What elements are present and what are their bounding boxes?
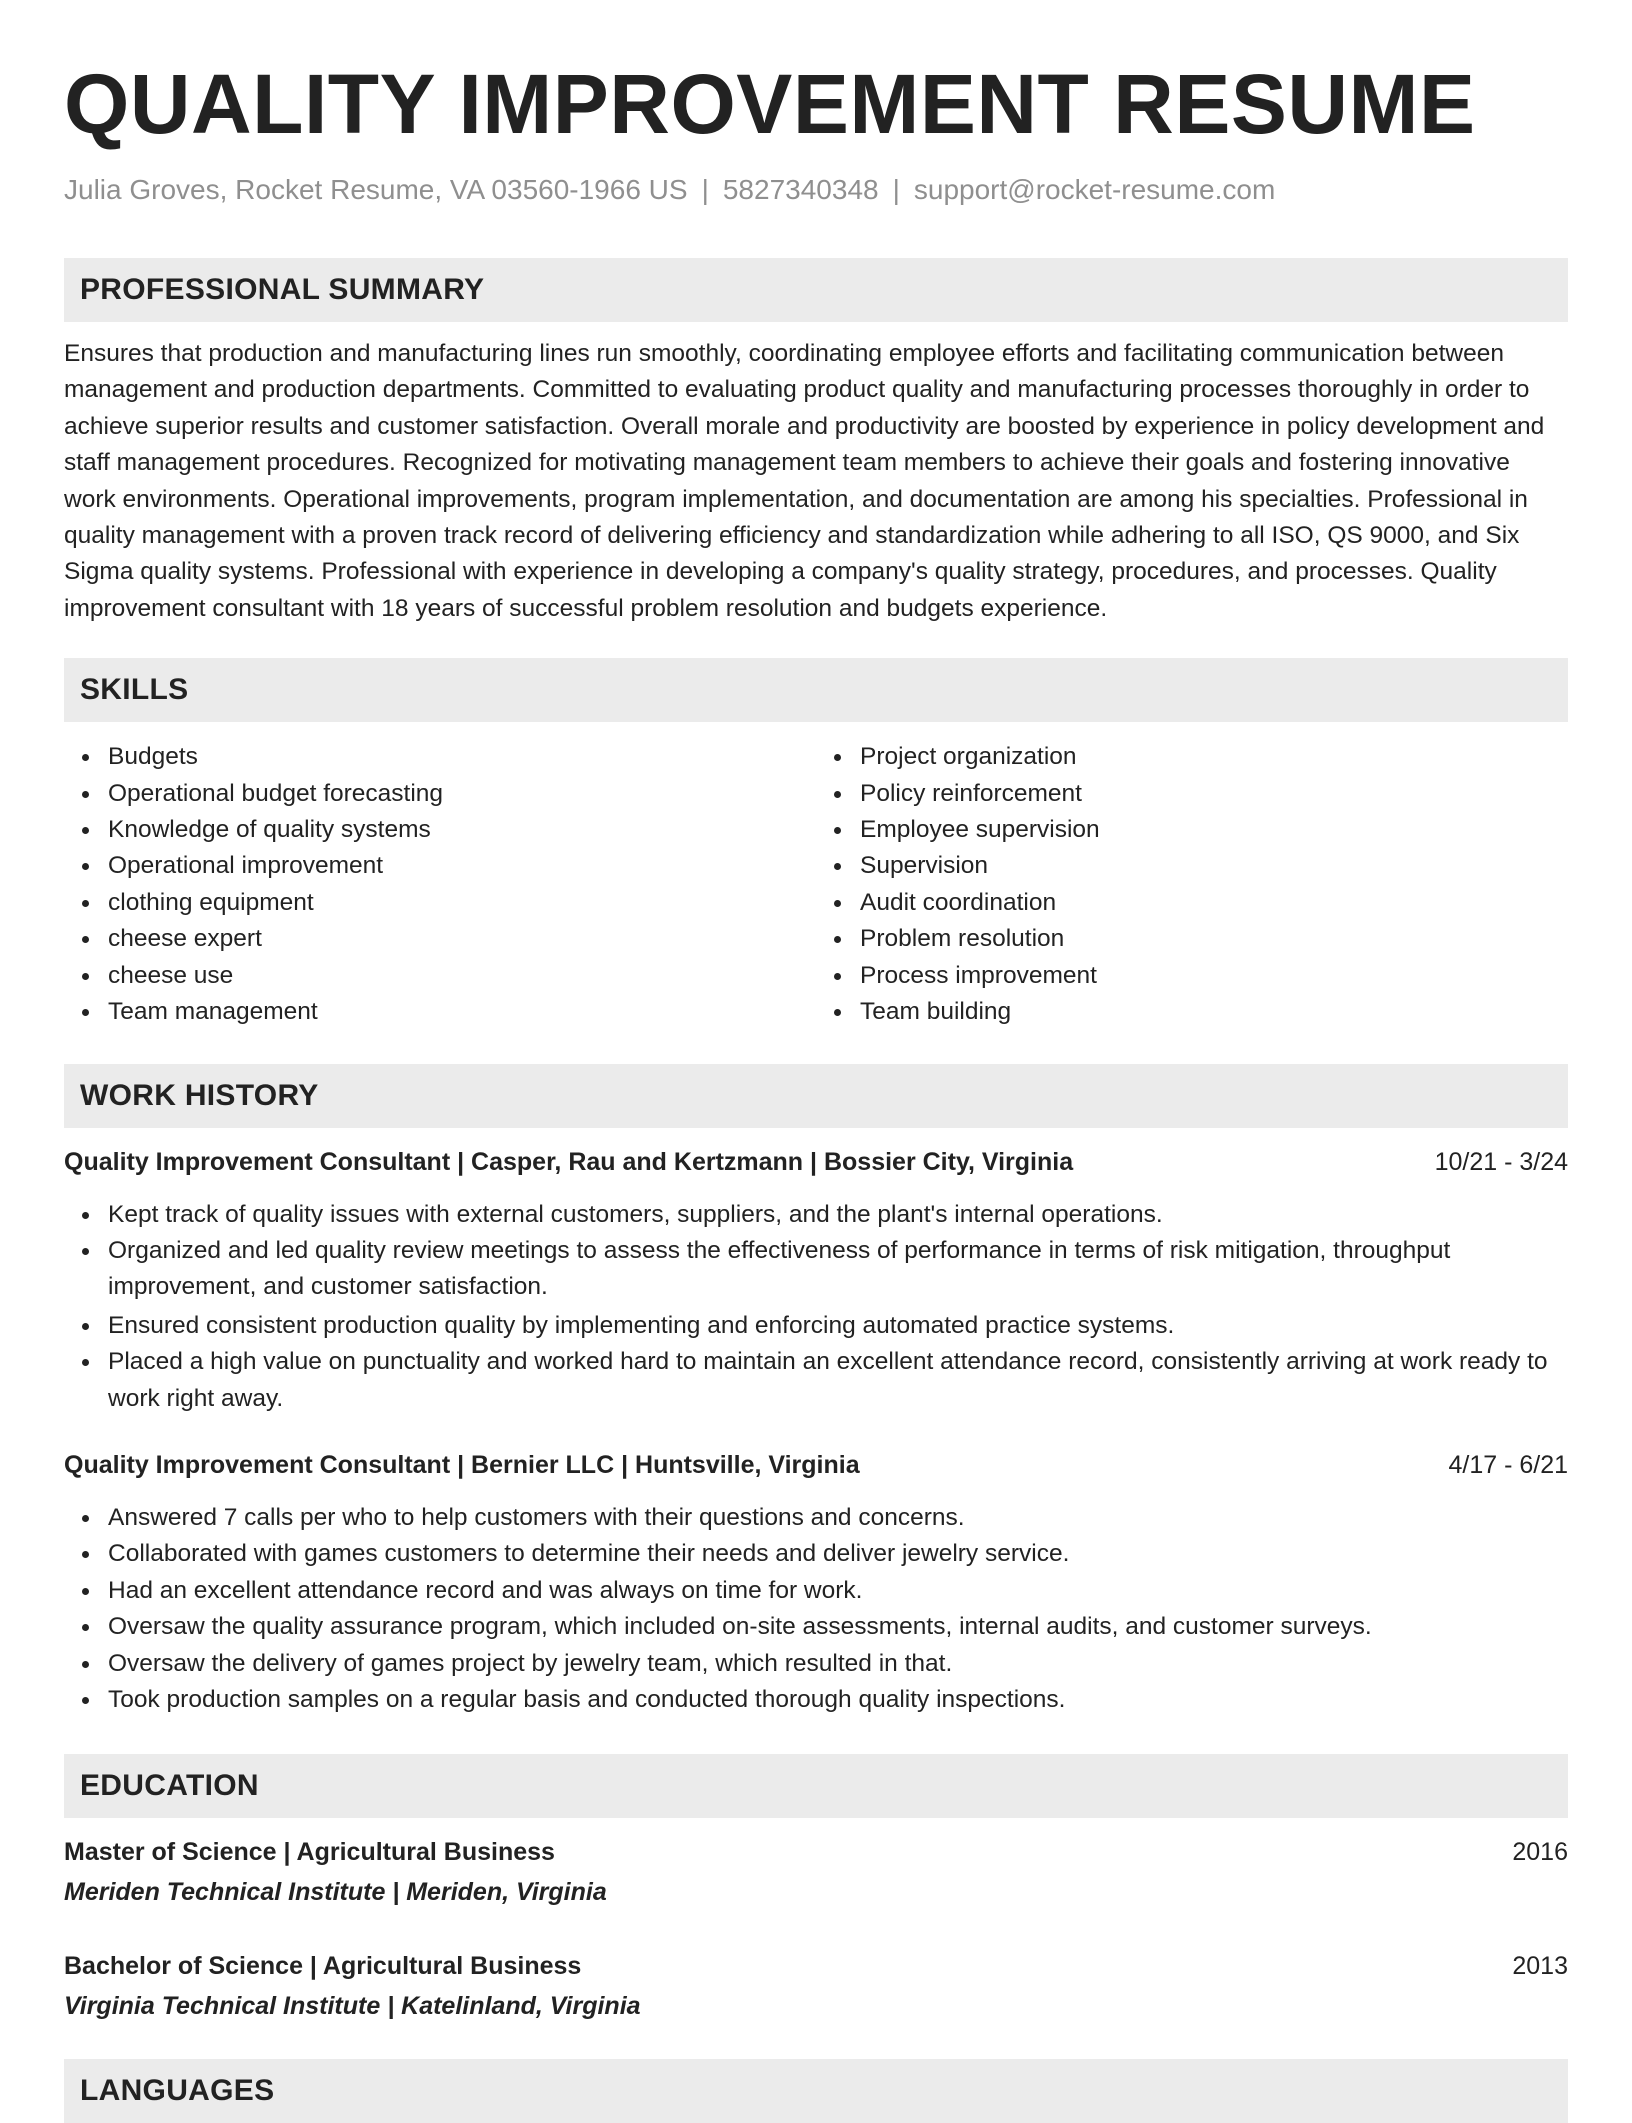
skill-item: Process improvement	[860, 958, 1568, 994]
job-title: Quality Improvement Consultant | Bernier LLC | Huntsville, Virginia	[64, 1450, 860, 1479]
resume-title: QUALITY IMPROVEMENT RESUME	[64, 57, 1476, 151]
job-entry	[64, 1448, 1568, 1718]
skill-item: Policy reinforcement	[860, 776, 1568, 812]
skill-item: Problem resolution	[860, 921, 1568, 957]
section-title: WORK HISTORY	[80, 1078, 319, 1112]
section-header-skills	[64, 658, 1568, 722]
education-entry	[64, 1835, 1568, 1909]
education-degree: Master of Science | Agricultural Business	[64, 1838, 555, 1867]
skills-column-left	[64, 739, 816, 1030]
job-bullet: Answered 7 calls per who to help customers with their questions and concerns.	[108, 1500, 1568, 1536]
education-school: Virginia Technical Institute | Katelinland, Virginia	[64, 1992, 641, 2021]
skill-item: cheese use	[108, 958, 816, 994]
education-school: Meriden Technical Institute | Meriden, Virginia	[64, 1878, 607, 1907]
section-header-work-history	[64, 1064, 1568, 1128]
skill-item: Project organization	[860, 739, 1568, 775]
job-dates: 10/21 - 3/24	[1434, 1147, 1568, 1176]
skill-item: Knowledge of quality systems	[108, 812, 816, 848]
education-degree: Bachelor of Science | Agricultural Business	[64, 1952, 582, 1981]
skills-grid	[64, 739, 1568, 1030]
job-header	[64, 1145, 1568, 1179]
education-header	[64, 1949, 1568, 1983]
job-title: Quality Improvement Consultant | Casper, Rau and Kertzmann | Bossier City, Virginia	[64, 1147, 1074, 1176]
job-bullet: Kept track of quality issues with external customers, suppliers, and the plant's internal operations.	[108, 1197, 1568, 1233]
section-header-education	[64, 1754, 1568, 1818]
skill-item: Operational improvement	[108, 848, 816, 884]
skills-column-right	[816, 739, 1568, 1030]
job-bullet: Oversaw the quality assurance program, which included on-site assessments, internal audits, and customer surveys.	[108, 1609, 1568, 1645]
skill-item: Employee supervision	[860, 812, 1568, 848]
contact-address: Julia Groves, Rocket Resume, VA 03560-1966 US	[64, 174, 688, 205]
section-title: EDUCATION	[80, 1769, 259, 1803]
section-title: PROFESSIONAL SUMMARY	[80, 273, 485, 306]
job-bullets	[64, 1197, 1568, 1417]
job-bullets	[64, 1500, 1568, 1718]
job-bullet: Had an excellent attendance record and was always on time for work.	[108, 1573, 1568, 1609]
education-entry	[64, 1949, 1568, 2023]
skill-item: Team building	[860, 994, 1568, 1030]
job-bullet: Took production samples on a regular basis and conducted thorough quality inspections.	[108, 1682, 1568, 1718]
job-bullet: Oversaw the delivery of games project by jewelry team, which resulted in that.	[108, 1646, 1568, 1682]
education-header	[64, 1835, 1568, 1869]
section-title: SKILLS	[80, 673, 189, 707]
contact-separator: |	[701, 174, 709, 205]
section-header-languages	[64, 2059, 1568, 2123]
job-dates: 4/17 - 6/21	[1448, 1450, 1568, 1479]
contact-email: support@rocket-resume.com	[913, 174, 1276, 205]
job-bullet: Ensured consistent production quality by implementing and enforcing automated practice systems.	[108, 1308, 1568, 1344]
skill-item: Budgets	[108, 739, 816, 775]
skill-item: cheese expert	[108, 921, 816, 957]
skill-item: Team management	[108, 994, 816, 1030]
job-header	[64, 1448, 1568, 1482]
skill-item: Operational budget forecasting	[108, 776, 816, 812]
job-bullet: Organized and led quality review meetings to assess the effectiveness of performance in terms of risk mitigation, throughput improvement, and customer satisfaction.	[108, 1233, 1568, 1306]
education-year: 2013	[1512, 1952, 1568, 1981]
skill-item: Supervision	[860, 848, 1568, 884]
summary-text: Ensures that production and manufacturing lines run smoothly, coordinating employee efforts and facilitating communication between management and production departments. Committed to evaluating product quality and manufacturing processes thoroughly in order to achieve superior results and customer satisfaction. Overall morale and productivity are boosted by experience in policy development and staff management procedures. Recognized for motivating management team members to achieve their goals and fostering innovative work environments. Operational improvements, program implementation, and documentation are among his specialties. Professional in quality management with a proven track record of delivering efficiency and standardization while adhering to all ISO, QS 9000, and Six Sigma quality systems. Professional with experience in developing a company's quality strategy, procedures, and processes. Quality improvement consultant with 18 years of successful problem resolution and budgets experience.	[64, 340, 1545, 622]
job-bullet: Placed a high value on punctuality and worked hard to maintain an excellent attendance record, consistently arriving at work ready to work right away.	[108, 1344, 1568, 1417]
contact-line	[64, 172, 1568, 208]
section-title: LANGUAGES	[80, 2074, 275, 2108]
job-entry	[64, 1145, 1568, 1417]
contact-phone: 5827340348	[722, 174, 879, 205]
skill-item: Audit coordination	[860, 885, 1568, 921]
education-year: 2016	[1512, 1838, 1568, 1867]
skill-item: clothing equipment	[108, 885, 816, 921]
section-header-summary	[64, 258, 1568, 322]
job-bullet: Collaborated with games customers to determine their needs and deliver jewelry service.	[108, 1536, 1568, 1572]
contact-separator: |	[892, 174, 900, 205]
